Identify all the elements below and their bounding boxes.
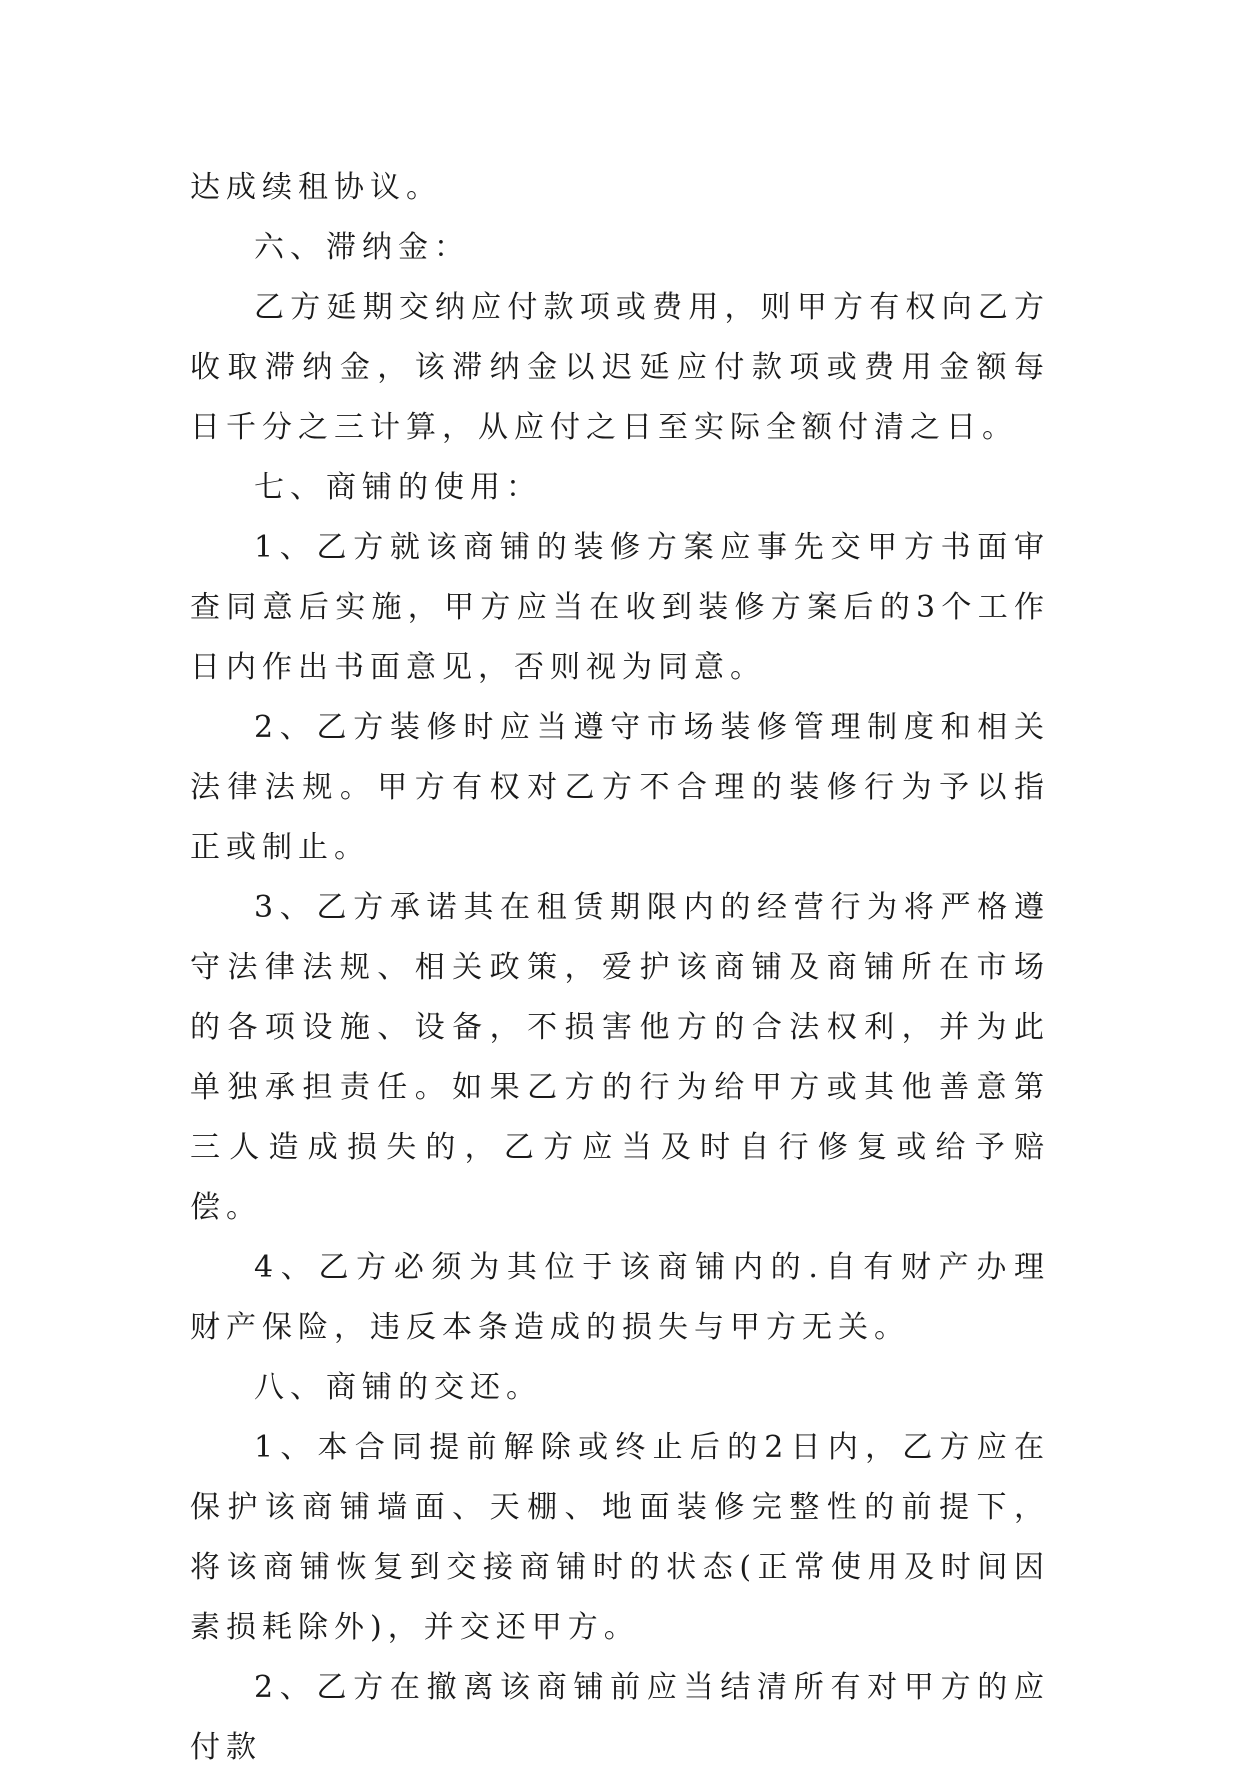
paragraph-continuation: 达成续租协议。	[190, 170, 442, 205]
paragraph-shop-use-2: 2、乙方装修时应当遵守市场装修管理制度和相关法律法规。甲方有权对乙方不合理的装修行为予以指正或制止。	[190, 710, 1050, 865]
paragraph-shop-use-1: 1、乙方就该商铺的装修方案应事先交甲方书面审查同意后实施，甲方应当在收到装修方案后的3个工作日内作出书面意见，否则视为同意。	[190, 530, 1050, 685]
document-body	[190, 158, 1050, 1778]
section-heading-shop-use: 七、商铺的使用：	[254, 470, 542, 505]
paragraph-shop-return-1: 1、本合同提前解除或终止后的2日内，乙方应在保护该商铺墙面、天棚、地面装修完整性的前提下，将该商铺恢复到交接商铺时的状态(正常使用及时间因素损耗除外)，并交还甲方。	[190, 1430, 1050, 1645]
paragraph-shop-use-4: 4、乙方必须为其位于该商铺内的.自有财产办理财产保险，违反本条造成的损失与甲方无关。	[190, 1250, 1050, 1345]
section-heading-late-fee: 六、滞纳金：	[254, 230, 470, 265]
section-heading-shop-return: 八、商铺的交还。	[254, 1370, 542, 1405]
paragraph-late-fee: 乙方延期交纳应付款项或费用，则甲方有权向乙方收取滞纳金，该滞纳金以迟延应付款项或费用金额每日千分之三计算，从应付之日至实际全额付清之日。	[190, 290, 1050, 445]
paragraph-shop-use-3: 3、乙方承诺其在租赁期限内的经营行为将严格遵守法律法规、相关政策，爱护该商铺及商铺所在市场的各项设施、设备，不损害他方的合法权利，并为此单独承担责任。如果乙方的行为给甲方或其他善意第三人造成损失的，乙方应当及时自行修复或给予赔偿。	[190, 890, 1050, 1225]
paragraph-shop-return-2: 2、乙方在撤离该商铺前应当结清所有对甲方的应付款	[190, 1670, 1050, 1765]
